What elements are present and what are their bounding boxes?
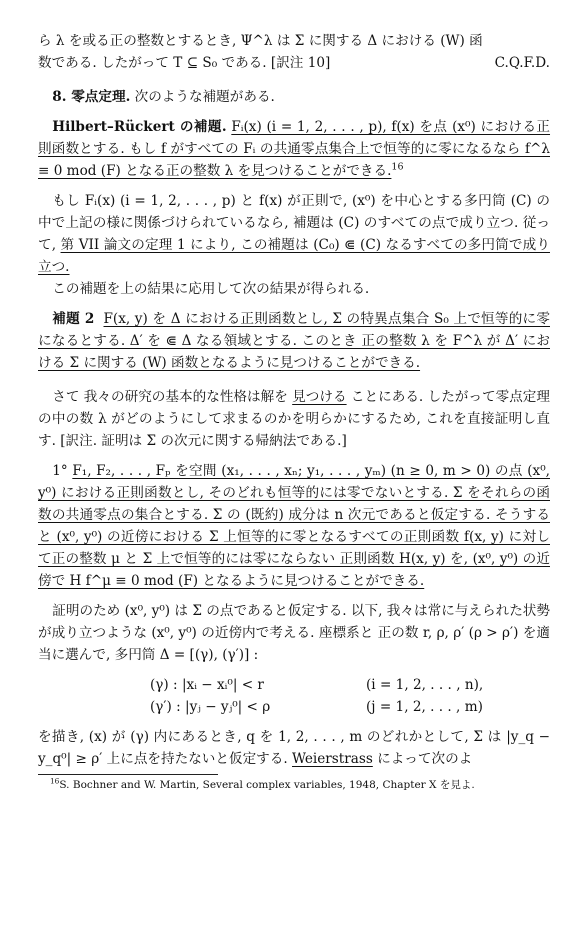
lemma-2 [38,308,550,374]
page-body [38,30,550,793]
paragraph-proof-setup [38,600,550,666]
footnote-divider [38,774,218,775]
footnote-text: S. Bochner and W. Martin, Several complex variables, 1948, Chapter X を見よ. [59,779,475,791]
weierstrass-link[interactable]: Weierstrass [292,751,373,767]
proof-setup-text: 証明のため (x⁰, y⁰) は Σ の点であると仮定する. 以下, 我々は常に与えられた状勢が成り立つような (x⁰, y⁰) の近傍内で考える. 座標系と 正の数 r, ρ, ρ′ (ρ > ρ′) を適当に選んで, 多円筒 Δ = [(γ), (γ′)] : [38,603,550,663]
direct-proof-text-2: ことにある. したがって零点定理の中の数 λ がどのようにして求まるのかを明らかにするため, これを直接証明し直す. [訳注. 証明は Σ の次元に関する帰納法である.] [38,389,550,449]
apply-lemma-text: この補題を上の結果に応用して次の結果が得られる. [52,281,370,297]
section-8-text: 次のような補題がある. [134,89,275,105]
equation-gamma-prime-rhs: (j = 1, 2, . . . , m) [366,699,483,715]
lemma-1-heading: Hilbert–Rückert の補題. [52,119,227,135]
footnote-ref-16[interactable]: 16 [391,161,404,173]
equation-gamma-rhs: (i = 1, 2, . . . , n), [366,677,484,693]
statement-1-body: F₁, F₂, . . . , Fₚ を空間 (x₁, . . . , xₙ; y₁, . . . , yₘ) (n ≥ 0, m > 0) の点 (x⁰, y⁰) における正則函数とし, そのどれも恒等的には零でないとする. Σ をそれらの函数の共通零点の集合とする. Σ の (既約) 成分は n 次元であると仮定する. そうすると (x⁰, y⁰) の近傍における Σ 上恒等的に零となるすべての正則函数 f(x, y) に対して正の整数 μ と Σ 上で恒等的には零にならない 正則函数 H(x, y) を, (x⁰, y⁰) の近傍で H f^μ ≡ 0 mod (F) となるように見つけることができる. [38,463,550,589]
direct-proof-underlined: 見つける [292,389,347,405]
statement-label: 1° [52,463,68,479]
paragraph-weierstrass [38,726,550,770]
section-8-heading: 8. 零点定理. [52,89,131,105]
equation-gamma-prime [38,696,550,718]
direct-proof-text-1: さて 我々の研究の基本的な性格は解を [52,389,293,405]
equation-gamma [38,674,550,696]
footnote-16 [38,778,550,793]
equation-gamma-prime-lhs: (γ′) : |yⱼ − yⱼ⁰| < ρ [150,699,271,715]
lemma-1-statement: Fᵢ(x) (i = 1, 2, . . . , p), f(x) を点 (x⁰) における正則函数とする. もし f がすべての Fᵢ の共通零点集合上で恒等的に零になるなら f^λ ≡ 0 mod (F) となる正の整数 λ を見つけることができる. [38,119,551,179]
weierstrass-text-1: を描き, (x) が (γ) 内にあるとき, q を 1, 2, . . . , m のどれかとして, Σ は |y_q − y_q⁰| ≥ ρ′ 上に点を持たないと仮定する. [38,729,550,767]
weierstrass-text-2: によって次のよ [372,751,473,767]
extension-underlined-text: 第 VII 論文の定理 1 により, この補題は (C₀) ⋐ (C) なるすべての多円筒で成り立つ. [38,237,550,275]
lemma-2-statement: F(x, y) を Δ における正則函数とし, Σ の特異点集合 S₀ 上で恒等的に零になるとする. Δ′ を ⋐ Δ なる領域とする. このとき 正の整数 λ を F^λ が Δ′ における Σ に関する (W) 函数となるように見つけることができる. [38,311,550,371]
lemma-2-heading: 補題 2 [52,311,95,327]
statement-1-degree [38,460,550,592]
paragraph-apply-lemma [38,278,550,300]
section-8-intro [38,86,550,108]
extension-text: もし Fᵢ(x) (i = 1, 2, . . . , p) と f(x) が正則で, (x⁰) を中心とする多円筒 (C) の中で上記の様に関係づけられているなら, 補題は (C) のすべての点で成り立つ. 従って, [38,193,550,253]
paragraph-proof-end [38,30,550,74]
cqfd-mark: C.Q.F.D. [494,55,550,71]
paragraph-lemma-extension [38,190,550,278]
paragraph-direct-proof [38,386,550,452]
footnote-mark: 16 [50,776,60,786]
proof-end-line-2: 数である. したがって T ⊆ S₀ である. [訳注 10] [38,55,331,71]
proof-end-line-1: ら λ を或る正の整数とするとき, Ψ^λ は Σ に関する Δ における (W) 函 [38,33,483,49]
equation-gamma-lhs: (γ) : |xᵢ − xᵢ⁰| < r [150,677,264,693]
lemma-hilbert-rueckert [38,116,550,182]
